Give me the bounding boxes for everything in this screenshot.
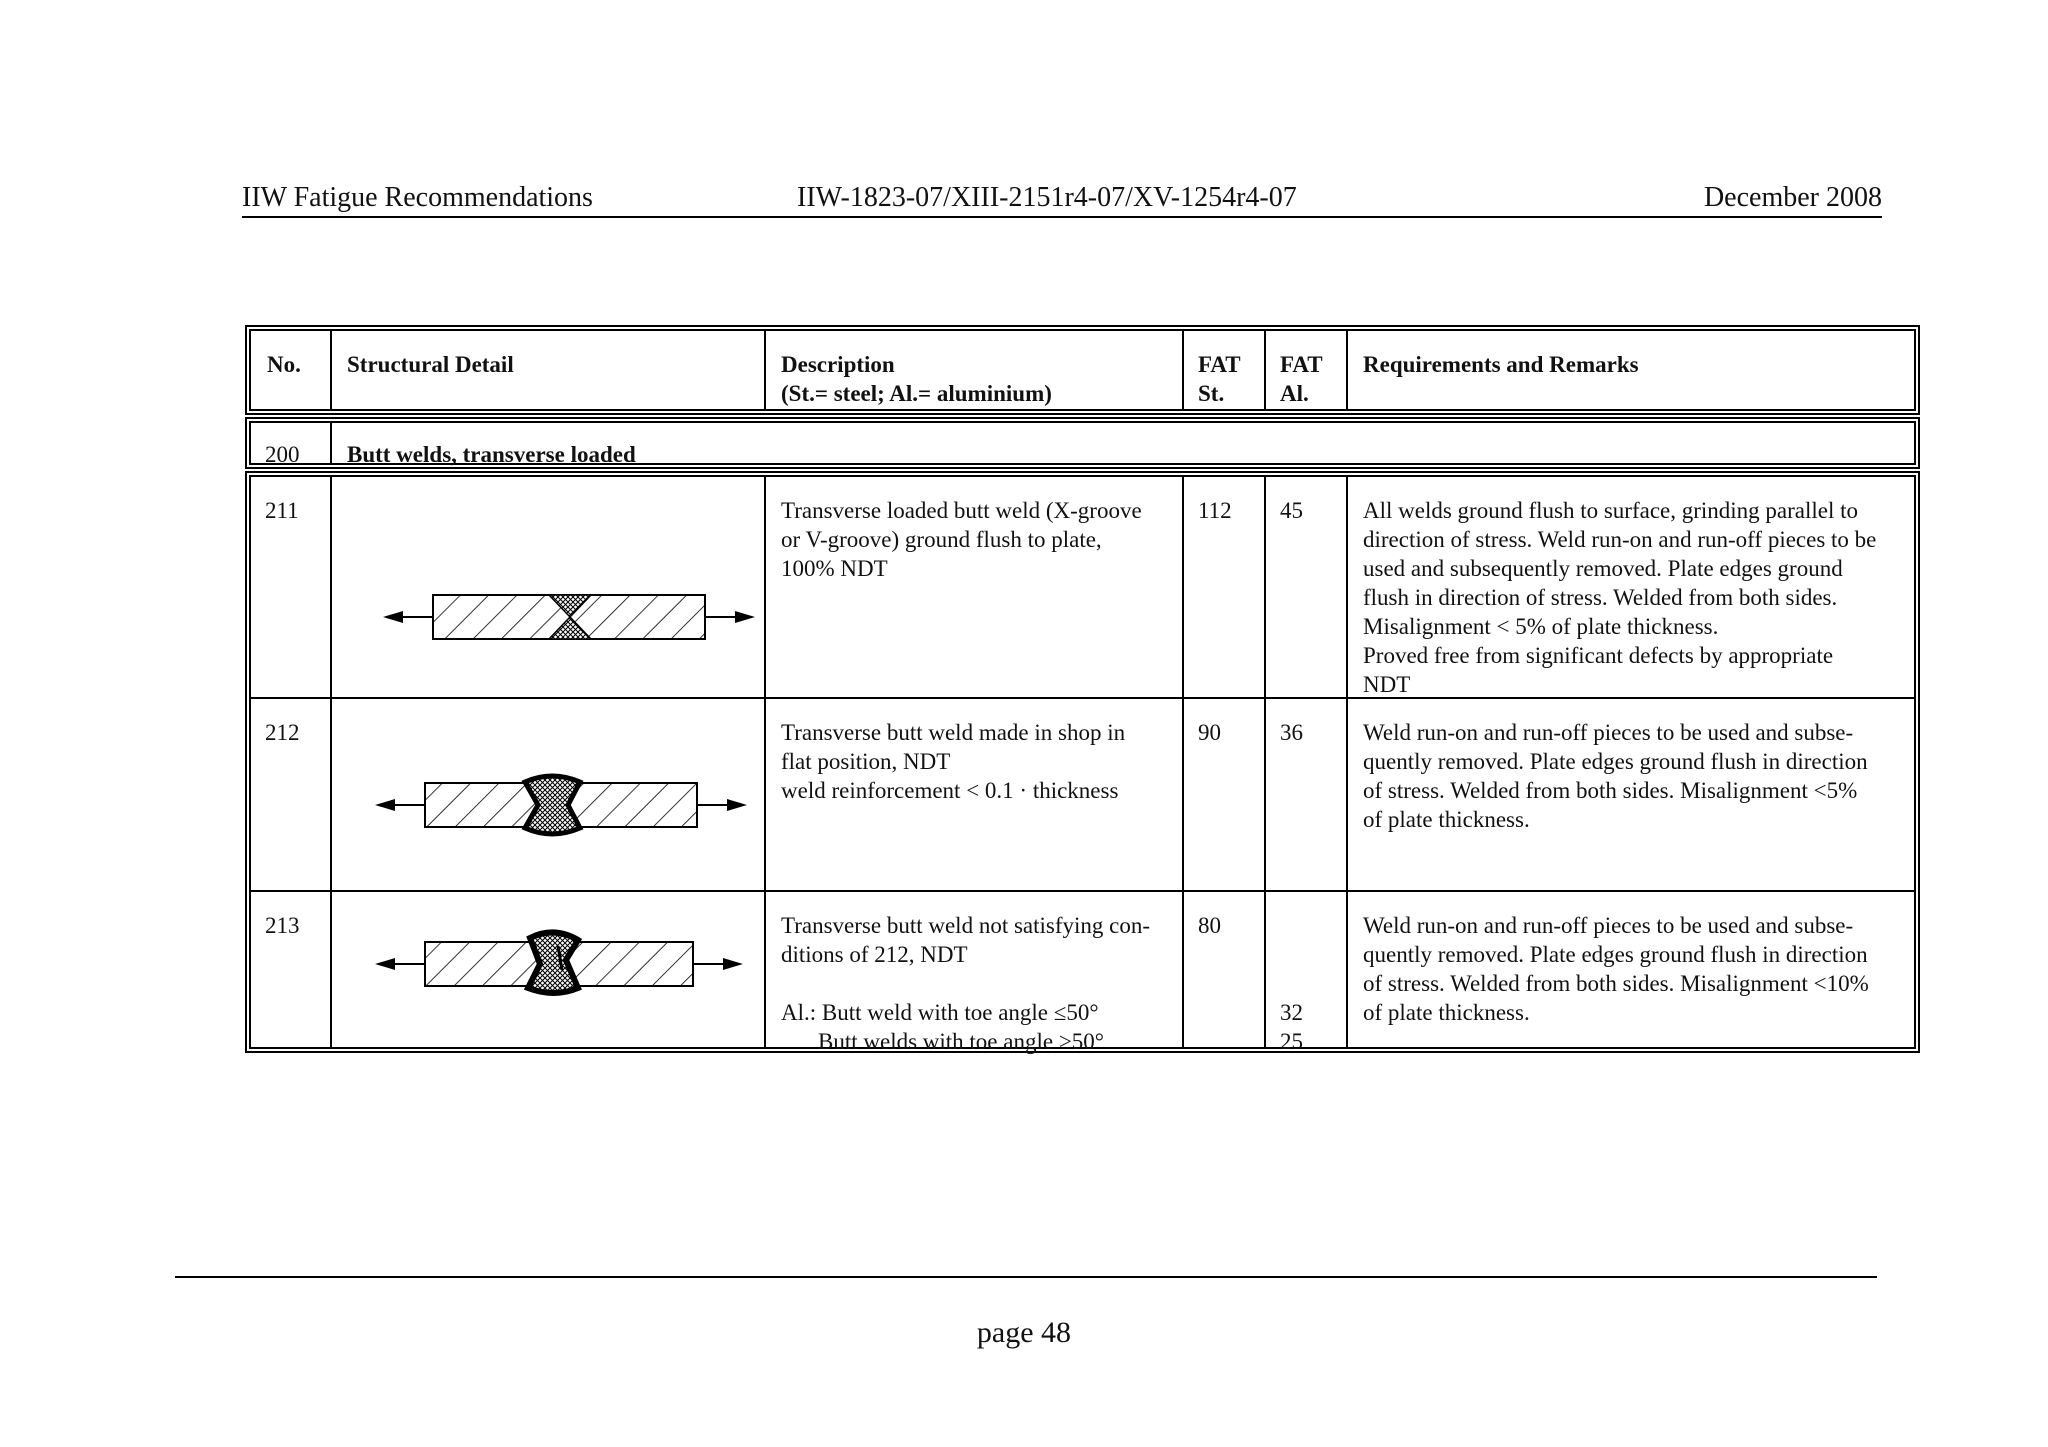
row-213-description: Transverse butt weld not satisfying con- ditions of 212, NDT	[781, 913, 1151, 967]
row-211-remarks: All welds ground flush to surface, grinding parallel to direction of stress. Weld run-on and run-off pieces to be used and subsequently removed. Plate edges ground flush in direction of stress. Welded from both sides. Misalignment < 5% of plate thickness. Proved free from significant defects by appropriate NDT	[1363, 498, 1877, 697]
row-213-fat-aluminium-2: 25	[1280, 1029, 1303, 1054]
col-remarks: Requirements and Remarks	[1363, 352, 1639, 377]
col-fat-aluminium: FAT Al.	[1280, 352, 1323, 406]
page-number: page 48	[976, 1316, 1072, 1349]
header-title: IIW Fatigue Recommendations	[242, 182, 593, 213]
row-212-fat-aluminium: 36	[1280, 720, 1303, 745]
row-211-fat-steel: 112	[1198, 498, 1232, 523]
page-header	[242, 178, 1882, 218]
butt-weld-with-defect-drawing	[370, 928, 750, 998]
col-fat-steel: FAT St.	[1198, 352, 1241, 406]
row-212-description: Transverse butt weld made in shop in flat position, NDT weld reinforcement < 0.1 · thickness	[781, 720, 1126, 803]
row-213-no: 213	[265, 913, 300, 938]
header-date: December 2008	[1703, 182, 1882, 213]
col-no: No.	[267, 352, 301, 377]
footer-rule	[175, 1276, 1877, 1278]
row-211-no: 211	[265, 498, 299, 523]
row-212-fat-steel: 90	[1198, 720, 1221, 745]
col-structural-detail: Structural Detail	[347, 352, 514, 377]
row-213-fat-steel: 80	[1198, 913, 1221, 938]
row-211-description: Transverse loaded butt weld (X-groove or V-groove) ground flush to plate, 100% NDT	[781, 498, 1142, 581]
butt-weld-with-reinforcement-drawing	[370, 770, 750, 840]
header-doc-id: IIW-1823-07/XIII-2151r4-07/XV-1254r4-07	[797, 182, 1297, 213]
row-213-aluminium-note-1: Al.: Butt weld with toe angle ≤50°	[781, 1000, 1099, 1025]
col-description: Description (St.= steel; Al.= aluminium)	[781, 352, 1052, 406]
row-213-fat-aluminium-1: 32	[1280, 1000, 1303, 1025]
x-groove-butt-weld-drawing	[378, 592, 758, 642]
row-212-remarks: Weld run-on and run-off pieces to be used and subse- quently removed. Plate edges ground flush in direction of stress. Welded from both sides. Misalignment <5% of plate thickness.	[1363, 720, 1868, 832]
section-number: 200	[265, 442, 300, 467]
section-title: Butt welds, transverse loaded	[347, 442, 636, 467]
row-213-aluminium-note-2: Butt welds with toe angle >50°	[818, 1029, 1104, 1054]
row-212-no: 212	[265, 720, 300, 745]
row-213-remarks: Weld run-on and run-off pieces to be used and subse- quently removed. Plate edges ground flush in direction of stress. Welded from both sides. Misalignment <10% of plate thickness.	[1363, 913, 1869, 1025]
row-211-fat-aluminium: 45	[1280, 498, 1303, 523]
